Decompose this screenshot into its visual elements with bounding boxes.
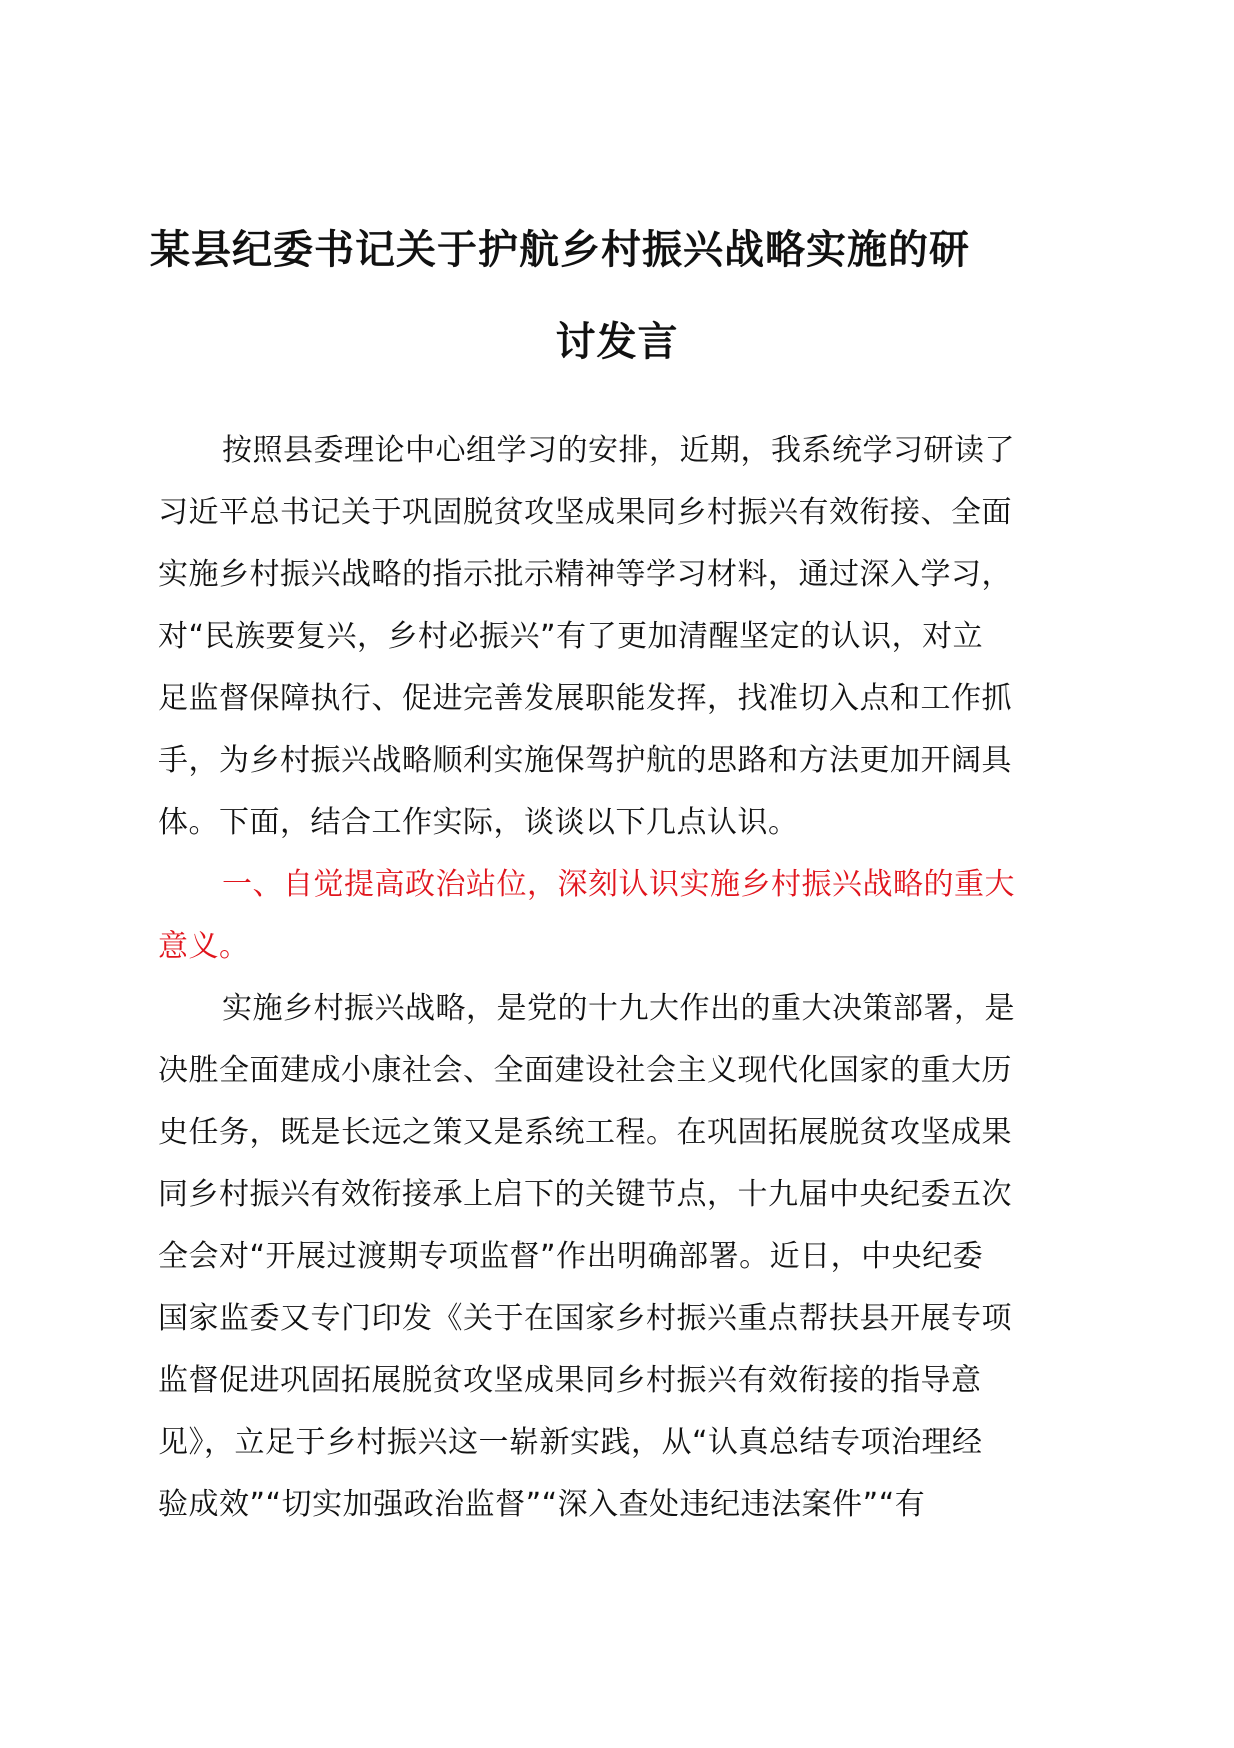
- section-body-line: 史任务，既是长远之策又是系统工程。在巩固拓展脱贫攻坚成果: [158, 1115, 1012, 1150]
- section-heading-line: 一、自觉提高政治站位，深刻认识实施乡村振兴战略的重大: [222, 867, 1015, 902]
- intro-line: 习近平总书记关于巩固脱贫攻坚成果同乡村振兴有效衔接、全面: [158, 495, 1012, 530]
- intro-line: 对“民族要复兴，乡村必振兴”有了更加清醒坚定的认识，对立: [158, 619, 984, 654]
- section-heading-line: 意义。: [158, 929, 250, 964]
- intro-line: 实施乡村振兴战略的指示批示精神等学习材料，通过深入学习，: [158, 557, 1012, 592]
- section-body-line: 实施乡村振兴战略，是党的十九大作出的重大决策部署，是: [222, 991, 1015, 1026]
- section-body-line: 验成效”“切实加强政治监督”“深入查处违纪违法案件”“有: [158, 1487, 926, 1522]
- section-body-line: 同乡村振兴有效衔接承上启下的关键节点，十九届中央纪委五次: [158, 1177, 1012, 1212]
- document-title-line-2: 讨发言: [555, 319, 679, 365]
- intro-line: 体。下面，结合工作实际，谈谈以下几点认识。: [158, 805, 799, 840]
- section-body-line: 国家监委又专门印发《关于在国家乡村振兴重点帮扶县开展专项: [158, 1301, 1012, 1336]
- intro-line: 足监督保障执行、促进完善发展职能发挥，找准切入点和工作抓: [158, 681, 1012, 716]
- intro-line: 按照县委理论中心组学习的安排，近期，我系统学习研读了: [222, 433, 1015, 468]
- document-title-line-1: 某县纪委书记关于护航乡村振兴战略实施的研: [150, 227, 970, 273]
- document-body: [158, 420, 1098, 1536]
- section-body-line: 决胜全面建成小康社会、全面建设社会主义现代化国家的重大历: [158, 1053, 1012, 1088]
- section-body-line: 见》，立足于乡村振兴这一崭新实践，从“认真总结专项治理经: [158, 1425, 983, 1460]
- intro-line: 手，为乡村振兴战略顺利实施保驾护航的思路和方法更加开阔具: [158, 743, 1012, 778]
- section-body-line: 全会对“开展过渡期专项监督”作出明确部署。近日，中央纪委: [158, 1239, 984, 1274]
- section-body-line: 监督促进巩固拓展脱贫攻坚成果同乡村振兴有效衔接的指导意: [158, 1363, 982, 1398]
